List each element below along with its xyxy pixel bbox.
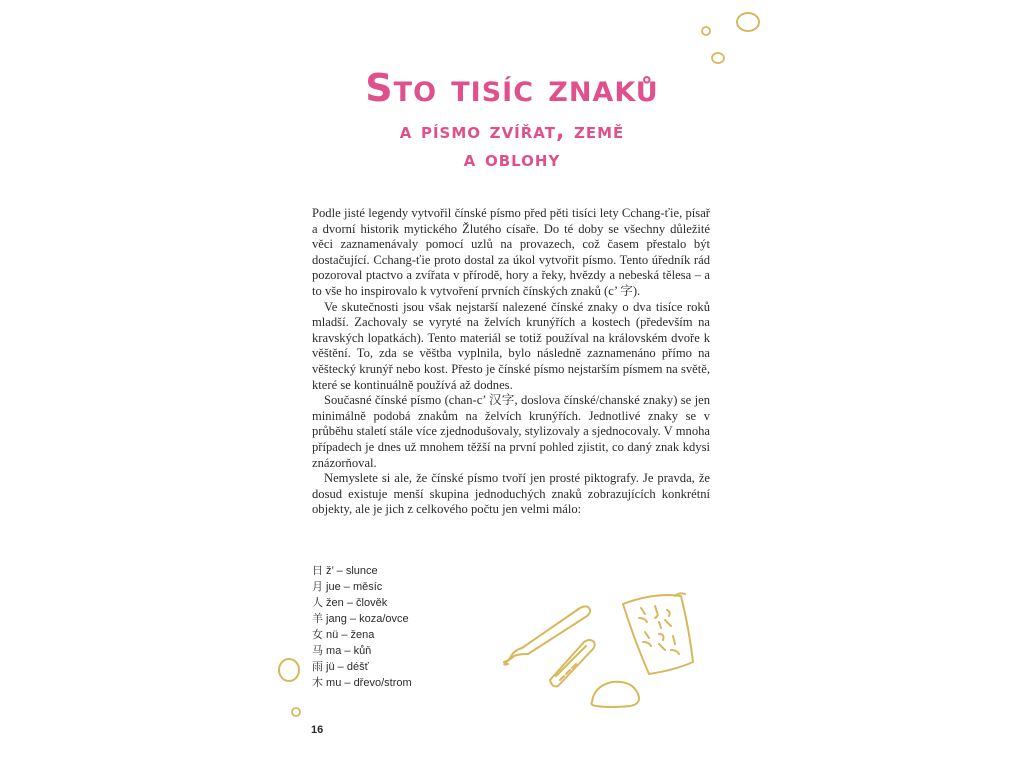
paragraph: Ve skutečnosti jsou však nejstarší nalezené čínské znaky o dva tisíce roků mladší. Zachovaly se vyryté na želvích krunýřích a kostech (především na kravských lopatkách). Tento materiál se totiž používal na královském dvoře k věštění. To, zda se věštba vyplnila, bylo následně zaznamenáno přímo na věštecký krunýř nebo kost. Přesto je čínské písmo nejstarším písmem na světě, které se kontinuálně používá až dodnes. [312, 299, 710, 392]
subtitle-line-2: a oblohy [463, 147, 561, 172]
list-item: 日 ž’ – slunce [312, 565, 378, 577]
paragraph: Podle jisté legendy vytvořil čínské písmo před pěti tisíci lety Cchang-ťie, písař a dvorní historik mytického Žlutého císaře. Do té doby se všechny důležité věci zaznamenávaly pomocí uzlů na provazech, což časem přestalo být dostačující. Cchang-ťie proto dostal za úkol vytvořit písmo. Tento úředník rád pozoroval ptactvo a zvířata v přírodě, hory a řeky, hvězdy a nebeská tělesa – a to vše ho inspirovalo k vytvoření prvních čínských znaků (c’ 字). [312, 206, 710, 298]
list-item: 马 ma – kůň [312, 645, 372, 657]
character-list [312, 563, 412, 691]
page-title: Sto tisíc znaků [365, 66, 659, 110]
list-item: 木 mu – dřevo/strom [312, 677, 412, 689]
list-item: 雨 jü – déšť [312, 661, 369, 673]
list-item: 羊 jang – koza/ovce [312, 613, 409, 625]
written-paper-icon [615, 588, 710, 683]
list-item: 女 nü – žena [312, 629, 375, 641]
list-item: 月 jue – měsíc [312, 581, 383, 593]
body-text [312, 206, 710, 518]
paragraph: Nemyslete si ale, že čínské písmo tvoří jen prosté piktografy. Je pravda, že dosud existuje menší skupina jednoduchých znaků zobrazujících konkrétní objekty, ale je jich z celkového počtu jen velmi málo: [312, 471, 710, 517]
page-number: 16 [311, 724, 324, 736]
bubbles-icon [690, 5, 770, 70]
bubbles-icon [274, 655, 314, 725]
paragraph: Současné čínské písmo (chan-c’ 汉字, doslova čínské/chanské znaky) se jen minimálně podobá znakům na želvích krunýřích. Jednotlivé znaky se v průběhu staletí stále více zjednodušovaly, stylizovaly a sjednocovaly. V mnoha případech je dnes už mnohem těžší na první pohled zjistit, co daný znak kdysi znázorňoval. [312, 393, 710, 470]
list-item: 人 žen – člověk [312, 597, 388, 609]
subtitle-line-1: a písmo zvířat, země [399, 119, 625, 144]
